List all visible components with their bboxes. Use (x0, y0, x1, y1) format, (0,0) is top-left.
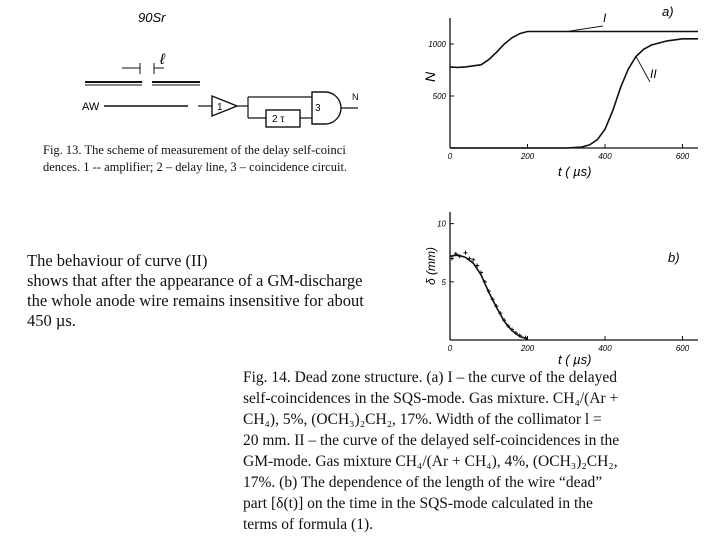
body-line: 450 µs. (27, 311, 76, 330)
fig14-caption (243, 367, 698, 535)
chart-b-x-tick-label: 600 (675, 344, 690, 353)
chart-a-series-name: II (650, 67, 657, 81)
chart-b-y-tick-label: 5 (441, 277, 446, 287)
chart-a-series-leader (566, 26, 603, 32)
source-label: 90Sr (138, 10, 166, 25)
body-line: The behaviour of curve (II) (27, 251, 208, 270)
wire-label: AW (82, 101, 100, 113)
output-label: N (352, 92, 359, 102)
chart-a-x-tick-label: 0 (447, 152, 453, 161)
gap-label: ℓ (160, 51, 165, 68)
fig13-caption-line: dences. 1 -- amplifier; 2 – delay line, 3 – coincidence circuit. (43, 160, 348, 174)
chart-b-x-tick-label: 0 (447, 344, 453, 353)
body-paragraph (27, 251, 407, 331)
delay-label: 2 τ (272, 114, 285, 125)
chart-b-panel-label: b) (668, 250, 680, 265)
chart-b-series-line (450, 255, 528, 339)
body-line: shows that after the appearance of a GM-discharge (27, 271, 363, 290)
chart-b (410, 200, 710, 370)
chart-a-y-tick-label: 1000 (428, 40, 446, 49)
amplifier-triangle (212, 96, 237, 116)
chart-a-series-line (450, 32, 698, 68)
chart-b-xlabel: t ( µs) (558, 352, 592, 367)
chart-a-panel-label: a) (662, 4, 674, 19)
chart-a-x-tick-label: 600 (675, 152, 690, 161)
chart-a-x-tick-label: 400 (598, 152, 612, 161)
fig14-caption-line: part [δ(t)] on the time in the SQS-mode calculated in the (243, 495, 593, 512)
chart-a-xlabel: t ( µs) (558, 164, 592, 179)
amplifier-label: 1 (217, 102, 223, 113)
fig14-caption-line: 17%. (b) The dependence of the length of the wire “dead” (243, 474, 603, 491)
chart-b-data-point (464, 251, 468, 255)
coincidence-label: 3 (315, 103, 321, 114)
measurement-scheme (60, 0, 390, 140)
fig13-caption-line: Fig. 13. The scheme of measurement of the delay self-coinci (43, 143, 346, 157)
chart-a-series-line (450, 39, 698, 148)
fig14-caption-line: Fig. 14. Dead zone structure. (a) I – the curve of the delayed (243, 369, 618, 386)
chart-a-series-name: I (603, 11, 607, 25)
chart-b-y-tick-label: 10 (437, 219, 446, 229)
body-line: the whole anode wire remains insensitive for about (27, 291, 364, 310)
chart-a (410, 0, 710, 180)
chart-b-ylabel: δ (mm) (424, 247, 438, 285)
fig14-caption-line: GM-mode. Gas mixture CH₄/(Ar + CH₄), 4%, (OCH₃)₂CH₂, (243, 453, 618, 470)
chart-b-x-tick-label: 200 (520, 344, 535, 353)
fig14-caption-line: terms of formula (1). (243, 516, 373, 533)
chart-a-series-leader (636, 56, 650, 82)
fig14-caption-line: 20 mm. II – the curve of the delayed self-coincidences in the (243, 432, 620, 449)
chart-a-ylabel: N (422, 71, 438, 82)
chart-a-x-tick-label: 200 (520, 152, 535, 161)
chart-b-data-point (471, 258, 475, 262)
fig14-caption-line: self-coincidences in the SQS-mode. Gas mixture. CH₄/(Ar + (243, 390, 619, 407)
fig14-caption-line: CH₄), 5%, (OCH₃)₂CH₂, 17%. Width of the collimator l = (243, 411, 602, 428)
chart-b-x-tick-label: 400 (598, 344, 612, 353)
chart-a-y-tick-label: 500 (432, 92, 446, 101)
fig13-caption (43, 142, 398, 176)
